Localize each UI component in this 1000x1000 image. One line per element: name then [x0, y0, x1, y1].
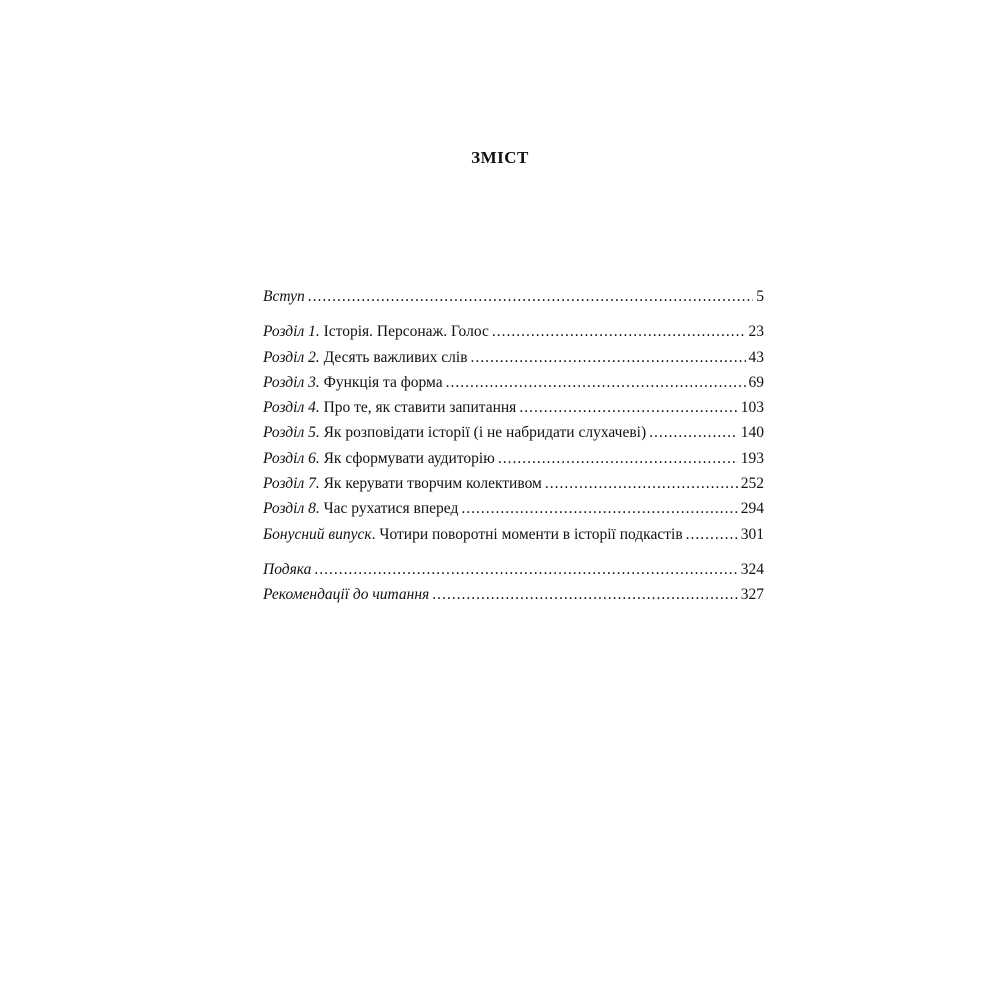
toc-entry-label: [263, 557, 311, 582]
toc-entry-label: [263, 471, 542, 496]
toc-entry-chapter-8: [263, 496, 764, 521]
toc-entry-label: [263, 420, 646, 445]
table-of-contents: [263, 284, 764, 608]
toc-entry-chapter-3: [263, 370, 764, 395]
toc-entry-page: 327: [740, 586, 764, 604]
toc-entry-prefix: Вступ: [263, 288, 305, 305]
toc-entry-chapter-1: [263, 319, 764, 344]
toc-entry-label: [263, 395, 516, 420]
toc-entry-text: Як керувати творчим колективом: [323, 475, 542, 493]
toc-entry-page: 193: [740, 449, 764, 467]
toc-entry-prefix: Розділ 1.: [263, 323, 320, 341]
toc-entry-intro: [263, 284, 764, 309]
dot-leader: [545, 471, 738, 496]
toc-entry-page: 294: [740, 500, 764, 518]
toc-entry-page: 69: [748, 373, 764, 391]
toc-entry-label: [263, 345, 468, 370]
toc-entry-chapter-4: [263, 395, 764, 420]
toc-entry-label: [263, 284, 305, 309]
dot-leader: [461, 496, 737, 521]
toc-entry-prefix: Бонусний випуск: [263, 525, 372, 543]
toc-entry-page: 252: [740, 475, 764, 493]
dot-leader: [686, 522, 738, 547]
toc-entry-text: Час рухатися вперед: [323, 500, 459, 518]
toc-entry-page: 103: [740, 399, 764, 417]
toc-entry-page: 140: [740, 424, 764, 442]
dot-leader: [471, 345, 746, 370]
toc-entry-acknowledgements: [263, 557, 764, 582]
toc-entry-prefix: Розділ 4.: [263, 399, 320, 417]
toc-entry-text: . Чотири поворотні моменти в історії подкастів: [371, 525, 683, 543]
toc-entry-text: Як розповідати історії (і не набридати слухачеві): [323, 424, 647, 442]
toc-entry-chapter-7: [263, 471, 764, 496]
toc-entry-chapter-2: [263, 345, 764, 370]
toc-entry-text: Функція та форма: [323, 373, 443, 391]
toc-entry-label: [263, 319, 489, 344]
toc-entry-prefix: Рекомендації до читання: [263, 586, 430, 604]
toc-entry-page: 324: [740, 560, 764, 578]
toc-entry-text: Історія. Персонаж. Голос: [323, 323, 489, 341]
dot-leader: [308, 284, 753, 309]
toc-entry-prefix: Розділ 2.: [263, 348, 320, 366]
toc-entry-page: 5: [756, 288, 764, 305]
toc-entry-chapter-5: [263, 420, 764, 445]
dot-leader: [498, 446, 738, 471]
toc-entry-label: [263, 582, 429, 607]
toc-entry-text: Про те, як ставити запитання: [323, 399, 517, 417]
toc-entry-bonus: [263, 522, 764, 547]
page-title: ЗМІСТ: [471, 148, 529, 167]
dot-leader: [446, 370, 746, 395]
toc-entry-page: 23: [748, 323, 764, 341]
toc-entry-prefix: Розділ 7.: [263, 475, 320, 493]
toc-entry-prefix: Розділ 6.: [263, 449, 320, 467]
toc-entry-reading-recommendations: [263, 582, 764, 607]
toc-entry-label: [263, 370, 443, 395]
toc-entry-text: Десять важливих слів: [323, 348, 468, 366]
dot-leader: [432, 582, 738, 607]
toc-entry-page: 43: [748, 348, 764, 366]
toc-entry-page: 301: [740, 525, 764, 543]
dot-leader: [519, 395, 737, 420]
dot-leader: [492, 319, 746, 344]
toc-entry-label: [263, 496, 458, 521]
toc-entry-text: Як сформувати аудиторію: [323, 449, 495, 467]
dot-leader: [314, 557, 737, 582]
toc-entry-chapter-6: [263, 446, 764, 471]
toc-entry-prefix: Розділ 8.: [263, 500, 320, 518]
toc-entry-prefix: Подяка: [263, 560, 312, 578]
toc-entry-prefix: Розділ 5.: [263, 424, 320, 442]
toc-entry-label: [263, 522, 683, 547]
toc-entry-label: [263, 446, 495, 471]
dot-leader: [649, 420, 738, 445]
toc-entry-prefix: Розділ 3.: [263, 373, 320, 391]
